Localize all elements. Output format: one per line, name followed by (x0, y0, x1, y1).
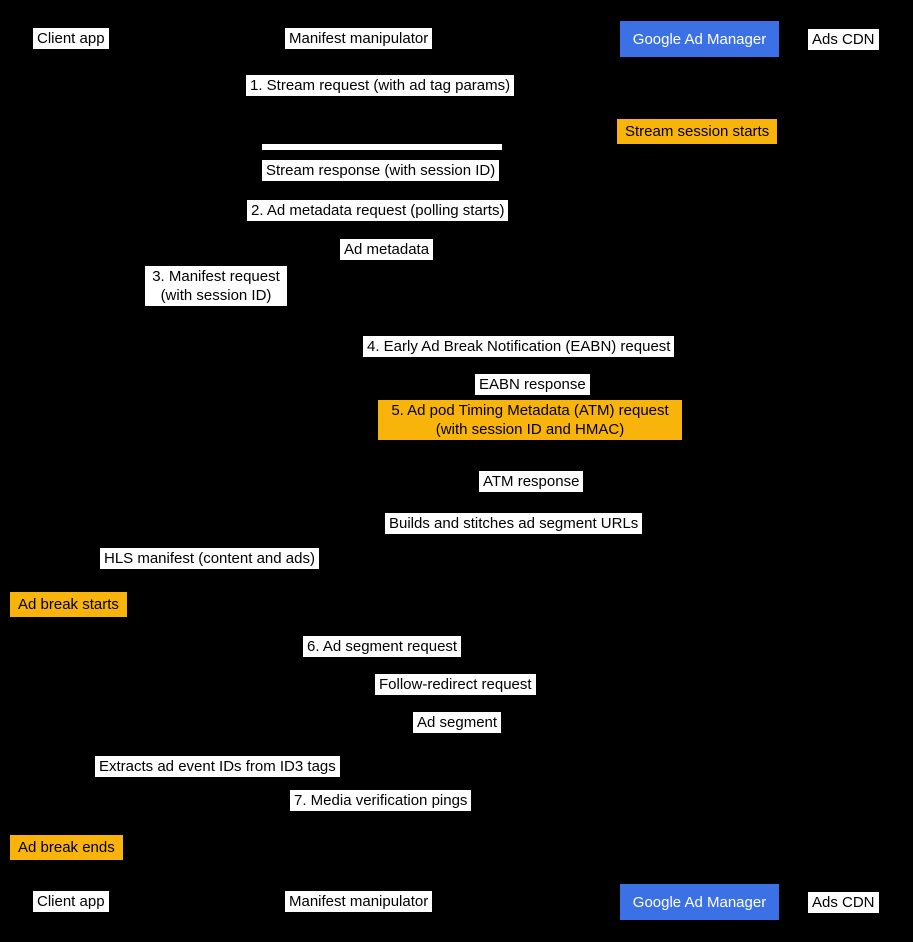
clipped-label-fragment (262, 144, 502, 150)
msg-atm-response: ATM response (479, 471, 583, 492)
msg-ad-metadata: Ad metadata (340, 239, 433, 260)
msg-6-ad-segment-request: 6. Ad segment request (303, 636, 461, 657)
note-ad-break-starts: Ad break starts (10, 592, 127, 617)
note-ad-break-ends: Ad break ends (10, 835, 123, 860)
note-5-atm-request-line-2: (with session ID and HMAC) (435, 421, 625, 438)
msg-extracts-id3-tags: Extracts ad event IDs from ID3 tags (95, 756, 340, 777)
msg-hls-manifest: HLS manifest (content and ads) (100, 548, 319, 569)
msg-3-manifest-request (145, 266, 287, 306)
msg-ad-segment: Ad segment (413, 712, 501, 733)
msg-4-eabn-request: 4. Early Ad Break Notification (EABN) request (363, 336, 674, 357)
actor-google-ad-manager-bottom: Google Ad Manager (620, 884, 779, 920)
msg-stream-response: Stream response (with session ID) (262, 160, 499, 181)
actor-manifest-manipulator-bottom: Manifest manipulator (285, 891, 432, 912)
msg-1-stream-request: 1. Stream request (with ad tag params) (246, 75, 514, 96)
msg-3-manifest-request-line-1: 3. Manifest request (152, 268, 280, 285)
actor-google-ad-manager-top: Google Ad Manager (620, 21, 779, 57)
msg-builds-stitches-urls: Builds and stitches ad segment URLs (385, 513, 642, 534)
actor-manifest-manipulator-top: Manifest manipulator (285, 28, 432, 49)
msg-eabn-response: EABN response (475, 374, 590, 395)
note-5-atm-request-line-1: 5. Ad pod Timing Metadata (ATM) request (391, 402, 669, 419)
actor-client-app-top: Client app (33, 28, 109, 49)
msg-3-manifest-request-line-2: (with session ID) (160, 287, 272, 304)
msg-follow-redirect-request: Follow-redirect request (375, 674, 536, 695)
actor-ads-cdn-top: Ads CDN (808, 29, 879, 50)
msg-2-ad-metadata-request: 2. Ad metadata request (polling starts) (247, 200, 508, 221)
note-stream-session-starts: Stream session starts (617, 119, 777, 144)
msg-7-media-verification-pings: 7. Media verification pings (290, 790, 471, 811)
note-5-atm-request (378, 400, 682, 440)
actor-ads-cdn-bottom: Ads CDN (808, 892, 879, 913)
actor-client-app-bottom: Client app (33, 891, 109, 912)
